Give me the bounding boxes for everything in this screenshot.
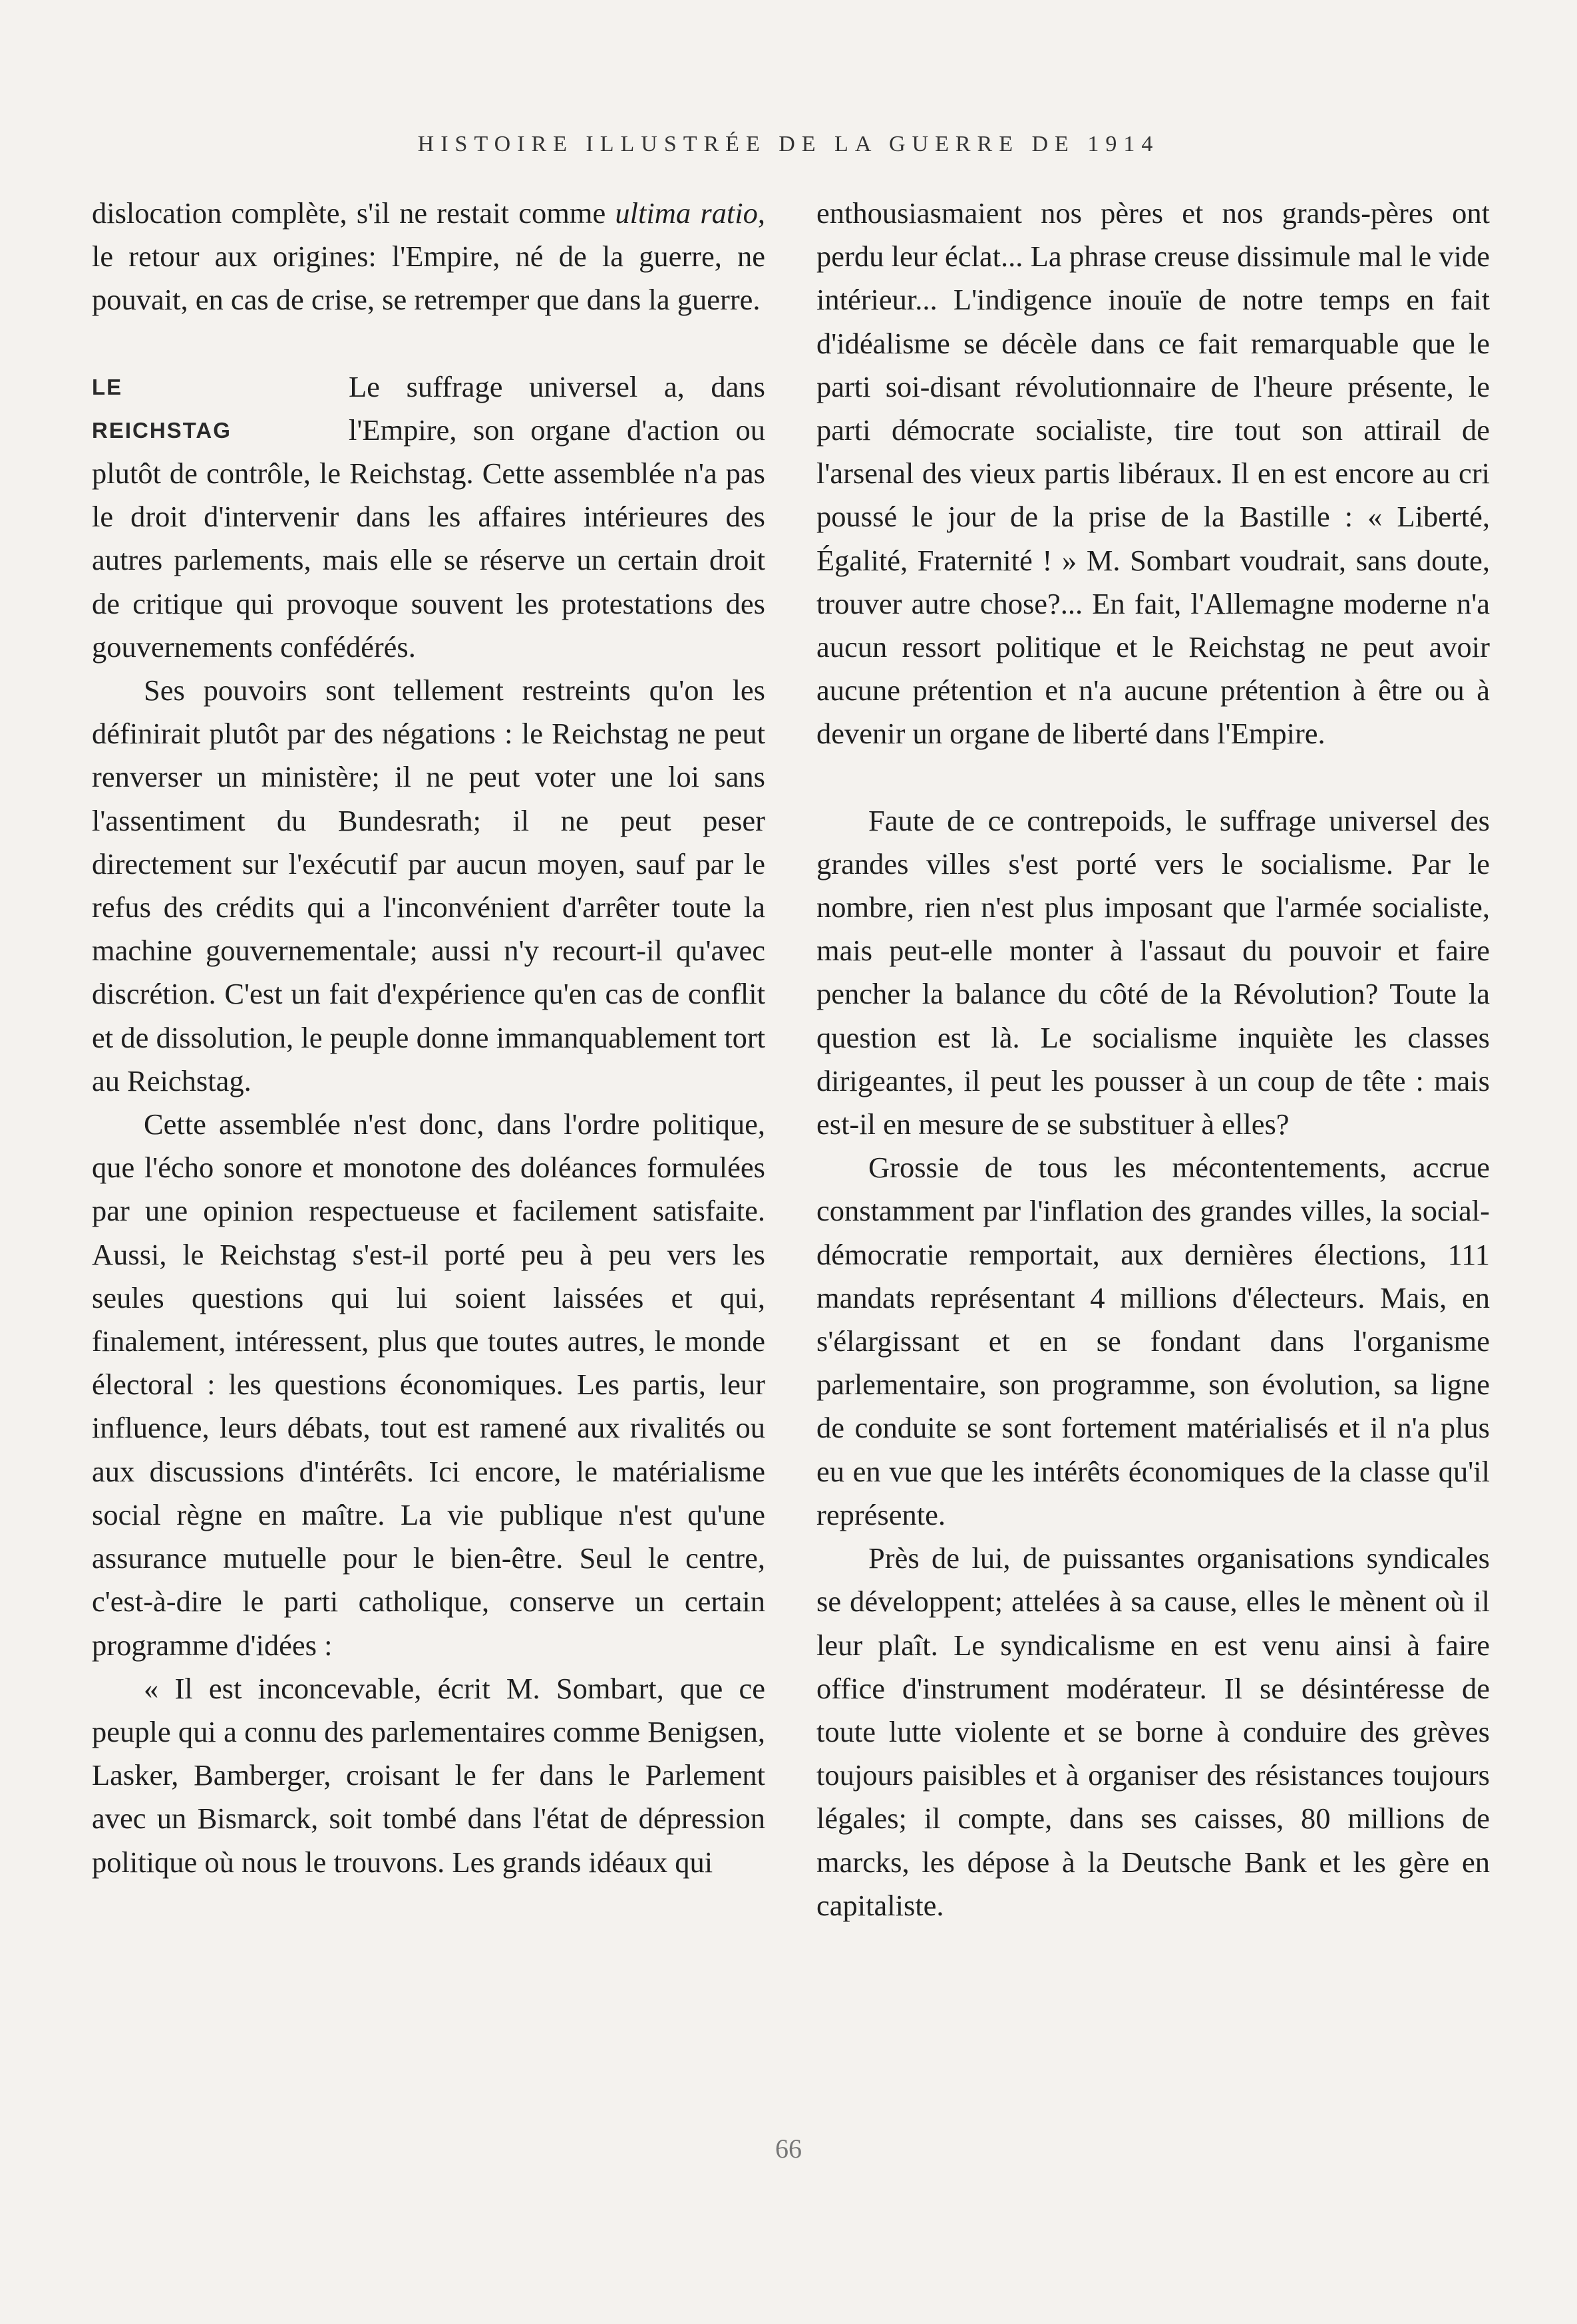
paragraph-grossie: Grossie de tous les mécontentements, accrue constamment par l'inflation des grandes villes, la social-démocratie remportait, aux dernières élections, 111 mandats représentant 4 millions d'électeurs. Mais, en s'élargissant et en se fondant dans l'organisme parlementaire, son programme, son évolution, sa ligne de conduite se sont fortement matérialisés et il n'a plus eu en vue que les intérêts économiques de la classe qu'il représente. xyxy=(816,1151,1490,1531)
paragraph-assemblee: Cette assemblée n'est donc, dans l'ordre politique, que l'écho sonore et monotone des doléances formulées par une opinion respectueuse et facilement satisfaite. Aussi, le Reichstag s'est-il porté peu à peu vers les seules questions qui lui soient laissées et qui, finalement, intéressent, plus que toutes autres, le monde électoral : les questions économiques. Les partis, leur influence, leurs débats, tout est ramené aux rivalités ou aux discussions d'intérêts. Ici encore, le matérialisme social règne en maître. La vie publique n'est qu'une assurance mutuelle pour le bien-être. Seul le centre, c'est-à-dire le parti catholique, conserve un certain programme d'idées : xyxy=(92,1107,765,1662)
right-column xyxy=(816,192,1490,1927)
section-heading-reichstag xyxy=(92,365,345,452)
running-header: HISTOIRE ILLUSTRÉE DE LA GUERRE DE 1914 xyxy=(417,132,1160,156)
paragraph-pouvoirs: Ses pouvoirs sont tellement restreints qu'on les définirait plutôt par des négations : le Reichstag ne peut renverser un ministère; il ne peut voter une loi sans l'assentiment du Bundesrath; il ne peut peser directement sur l'exécutif par aucun moyen, sauf par le refus des crédits qui a l'inconvénient d'arrêter toute la machine gouvernementale; aussi n'y recourt-il qu'avec discrétion. C'est un fait d'expérience qu'en cas de conflit et de dissolution, le peuple donne immanquablement tort au Reichstag. xyxy=(92,674,765,1097)
paragraph-contrepoids: Faute de ce contrepoids, le suffrage universel des grandes villes s'est porté vers le socialisme. Par le nombre, rien n'est plus imposant que l'armée socialiste, mais peut-elle monter à l'assaut du pouvoir et faire pencher la balance du côté de la Révolution? Toute la question est là. Le socialisme inquiète les classes dirigeantes, il peut les pousser à un coup de tête : mais est-il en mesure de se substituer à elles? xyxy=(816,803,1490,1141)
paragraph-sombart-quote: « Il est inconcevable, écrit M. Sombart, que ce peuple qui a connu des parlementaires comme Benigsen, Lasker, Bamberger, croisant le fer dans le Parlement avec un Bismarck, soit tombé dans l'état de dépression politique où nous le trouvons. Les grands idéaux qui xyxy=(92,1671,765,1879)
paragraph-quote-continued: enthousiasmaient nos pères et nos grands-pères ont perdu leur éclat... La phrase creuse dissimule mal le vide intérieur... L'indigence inouïe de notre temps en fait d'idéalisme se décèle dans ce fait remarquable que le parti soi-disant révolutionnaire de l'heure présente, le parti démocrate socialiste, tire tout son attirail de l'arsenal des vieux partis libéraux. Il en est encore au cri poussé le jour de la prise de la Bastille : « Liberté, Égalité, Fraternité ! » M. Sombart voudrait, sans doute, trouver autre chose?... En fait, l'Allemagne moderne n'a aucun ressort politique et le Reichstag ne peut avoir aucune prétention et n'a aucune prétention à être ou à devenir un organe de liberté dans l'Empire. xyxy=(816,196,1490,751)
left-column xyxy=(92,192,765,1884)
latin-phrase: ultima ratio xyxy=(615,196,758,230)
paragraph-intro: dislocation complète, s'il ne restait comme ultima ratio, le retour aux origines: l'Empire, né de la guerre, ne pouvait, en cas de crise, se retremper que dans la guerre. xyxy=(92,196,765,317)
section-heading-line-1: LE xyxy=(92,374,123,399)
paragraph-syndicales: Près de lui, de puissantes organisations syndicales se développent; attelées à sa cause, elles le mènent où il leur plaît. Le syndicalisme en est venu ainsi à faire office d'instrument modérateur. Il se désintéresse de toute lutte violente et se borne à conduire des grèves toujours paisibles et à organiser des résistances toujours légales; il compte, dans ses caisses, 80 millions de marcks, les dépose à la Deutsche Bank et les gère en capitaliste. xyxy=(816,1541,1490,1922)
section-heading-line-2: REICHSTAG xyxy=(92,417,232,443)
paragraph-reichstag: Le suffrage universel a, dans l'Empire, son organe d'action ou plutôt de contrôle, le Reichstag. Cette assemblée n'a pas le droit d'intervenir dans les affaires intérieures des autres parlements, mais elle se réserve un certain droit de critique qui provoque souvent les protestations des gouvernements confédérés. xyxy=(92,369,765,664)
page-number: 66 xyxy=(775,2134,802,2164)
